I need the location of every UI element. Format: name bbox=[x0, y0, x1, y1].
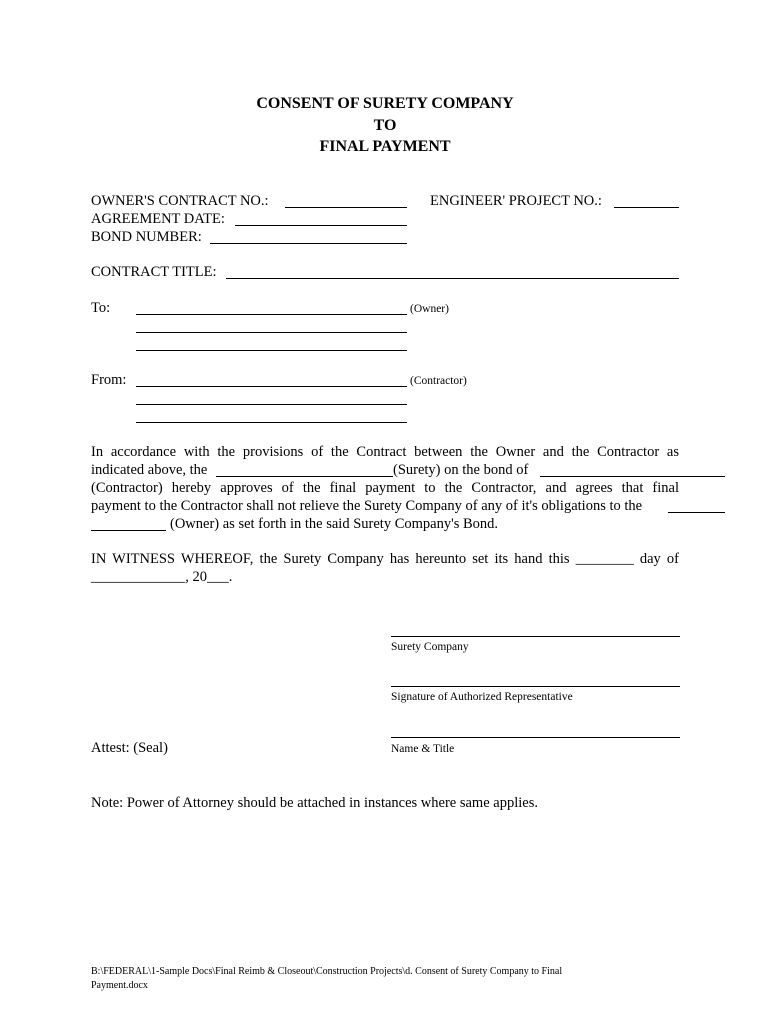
authorized-rep-caption: Signature of Authorized Representative bbox=[391, 691, 573, 703]
attest-seal-label: Attest: (Seal) bbox=[91, 740, 168, 756]
body-line-4a: payment to the Contractor shall not relieve the Surety Company of any of it's obligations to the bbox=[91, 498, 643, 514]
owner-line-3[interactable] bbox=[136, 350, 407, 351]
owner-line-1[interactable] bbox=[136, 314, 407, 315]
bond-number-label: BOND NUMBER: bbox=[91, 229, 202, 245]
from-label: From: bbox=[91, 372, 127, 388]
authorized-rep-signature-line[interactable] bbox=[391, 686, 680, 687]
contractor-line-3[interactable] bbox=[136, 422, 407, 423]
engineer-project-no-label: ENGINEER' PROJECT NO.: bbox=[430, 193, 602, 209]
contractor-line-2[interactable] bbox=[136, 404, 407, 405]
body-line-5b: (Owner) as set forth in the said Surety Company's Bond. bbox=[170, 516, 499, 532]
owner-line-2[interactable] bbox=[136, 332, 407, 333]
title-line-2: TO bbox=[373, 117, 397, 134]
contractor-caption: (Contractor) bbox=[410, 375, 467, 387]
owner-caption: (Owner) bbox=[410, 303, 449, 315]
agreement-date-line[interactable] bbox=[235, 225, 407, 226]
surety-company-caption: Surety Company bbox=[391, 641, 469, 653]
footer-path-line-2: Payment.docx bbox=[91, 980, 148, 991]
title-line-1: CONSENT OF SURETY COMPANY bbox=[256, 95, 514, 112]
power-of-attorney-note: Note: Power of Attorney should be attached in instances where same applies. bbox=[91, 795, 538, 811]
surety-company-signature-line[interactable] bbox=[391, 636, 680, 637]
bond-of-line[interactable] bbox=[540, 476, 725, 477]
witness-line-1: IN WITNESS WHEREOF, the Surety Company has hereunto set its hand this ________ day of bbox=[91, 551, 679, 567]
body-line-2a: indicated above, the bbox=[91, 462, 208, 478]
owner-name-line[interactable] bbox=[91, 530, 166, 531]
engineer-project-no-line[interactable] bbox=[614, 207, 679, 208]
owners-contract-no-label: OWNER'S CONTRACT NO.: bbox=[91, 193, 269, 209]
obligations-to-line[interactable] bbox=[668, 512, 725, 513]
name-title-line[interactable] bbox=[391, 737, 680, 738]
body-line-3: (Contractor) hereby approves of the final payment to the Contractor, and agrees that final bbox=[91, 480, 679, 496]
body-line-2b: (Surety) on the bond of bbox=[393, 462, 529, 478]
owners-contract-no-line[interactable] bbox=[285, 207, 407, 208]
contractor-line-1[interactable] bbox=[136, 386, 407, 387]
name-title-caption: Name & Title bbox=[391, 743, 455, 755]
contract-title-line[interactable] bbox=[226, 278, 679, 279]
surety-name-line[interactable] bbox=[216, 476, 393, 477]
footer-path-line-1: B:\FEDERAL\1-Sample Docs\Final Reimb & Closeout\Construction Projects\d. Consent of Surety Company to Final bbox=[91, 966, 563, 977]
body-line-1: In accordance with the provisions of the Contract between the Owner and the Contractor as bbox=[91, 444, 679, 460]
to-label: To: bbox=[91, 300, 111, 316]
title-line-3: FINAL PAYMENT bbox=[319, 138, 451, 155]
contract-title-label: CONTRACT TITLE: bbox=[91, 264, 217, 280]
agreement-date-label: AGREEMENT DATE: bbox=[91, 211, 225, 227]
bond-number-line[interactable] bbox=[210, 243, 407, 244]
witness-line-2: _____________, 20___. bbox=[91, 569, 233, 585]
